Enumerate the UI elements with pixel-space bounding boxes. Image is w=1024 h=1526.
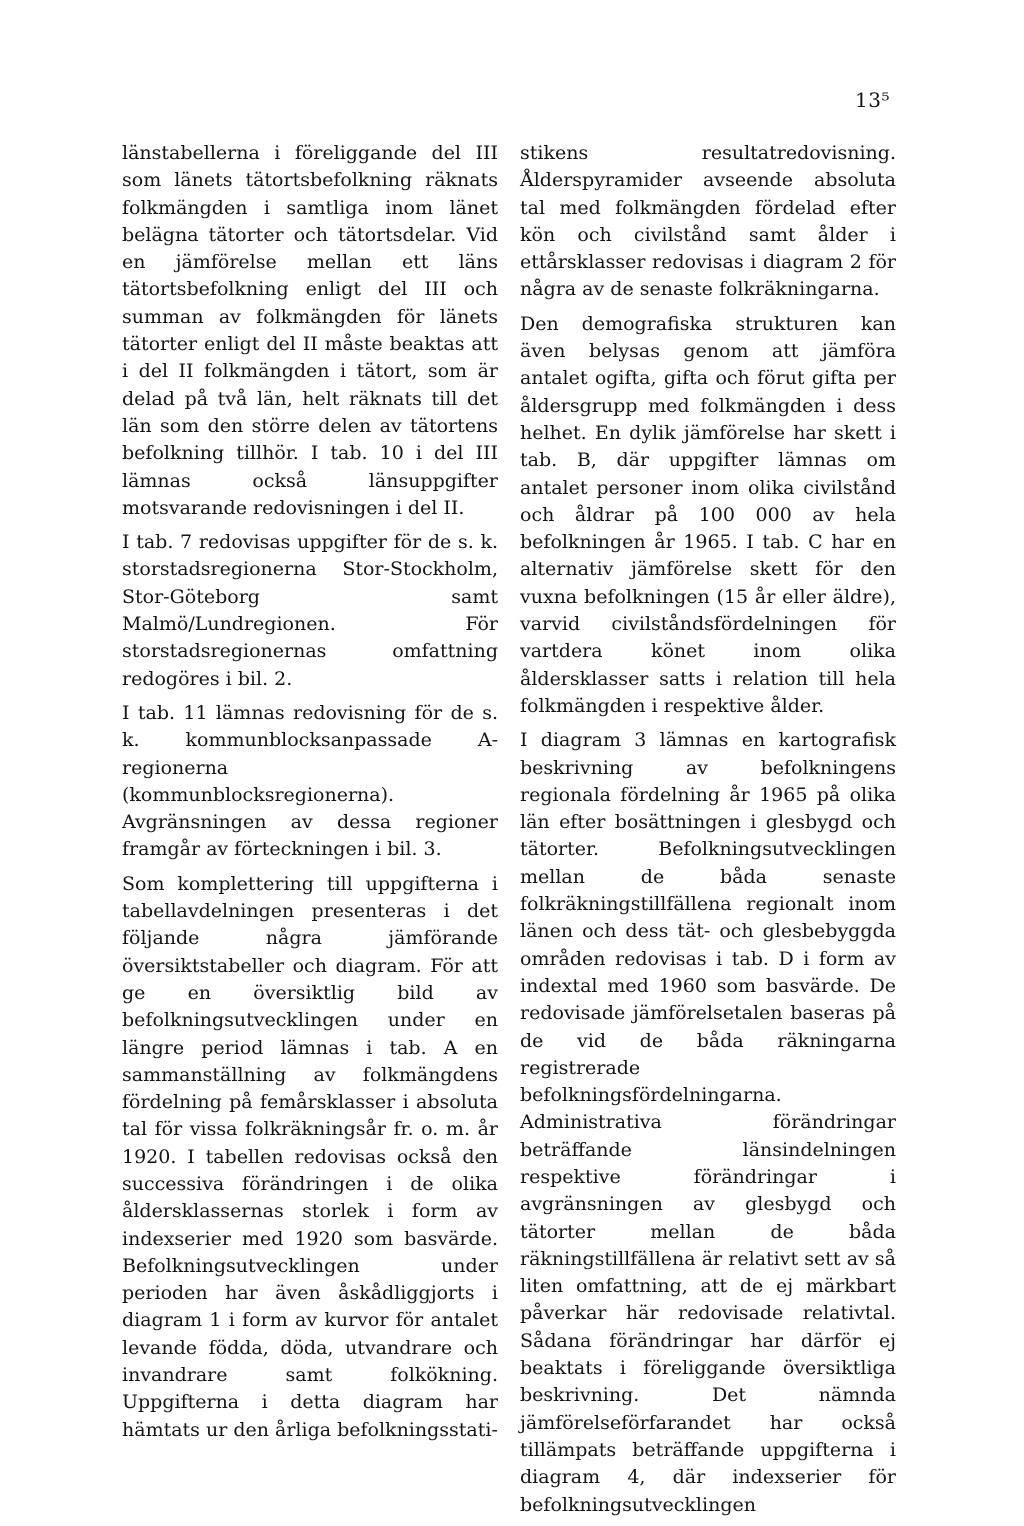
paragraph: Den demografiska strukturen kan även belysas genom att jämföra antalet ogifta, gifta och förut gifta per åldersgrupp med folkmängden i dess helhet. En dylik jämförelse har skett i tab. B, där uppgifter lämnas om antalet personer inom olika civilstånd och åldrar på 100 000 av hela befolkningen år 1965. I tab. C har en alternativ jämförelse skett för den vuxna befolkningen (15 år eller äldre), varvid civilståndsfördelningen för vartdera könet inom olika åldersklasser satts i relation till hela folkmängden i respektive ålder. xyxy=(520,312,896,717)
paragraph: I diagram 3 lämnas en kartografisk beskrivning av befolkningens regionala fördelning år 1965 på olika län efter bosättningen i glesbygd och tätorter. Befolkningsutvecklingen mellan de båda senaste folkräkningstillfällena regionalt inom länen och dess tät- och glesbebyggda områden redovisas i tab. D i form av indextal med 1960 som basvärde. De redovisade jämförelsetalen baseras på de vid de båda räkningarna registrerade befolkningsfördelningarna. Administrativa förändringar beträffande länsindelningen respektive förändringar i avgränsningen av glesbygd och tätorter mellan de båda räkningstillfällena är relativt sett av så liten omfattning, att de ej märkbart påverkar här redovisade relativtal. Sådana förändringar har därför ej beaktats i föreliggande översiktliga beskrivning. Det nämnda jämförelseförfarandet har också tillämpats beträffande uppgifterna i diagram 4, där indexserier för befolkningsutvecklingen xyxy=(520,729,896,1516)
paragraph: länstabellerna i föreliggande del III som länets tätortsbefolkning räknats folkmängden i samtliga inom länet belägna tätorter och tätortsdelar. Vid en jämförelse mellan ett läns tätortsbefolkning enligt del III och summan av folkmängden för länets tätorter enligt del II måste beaktas att i del II folkmängden i tätort, som är delad på två län, helt räknats till det län som den större delen av tätortens befolkning tillhör. I tab. 10 i del III lämnas också länsuppgifter motsvarande redovisningen i del II. xyxy=(122,142,498,519)
paragraph: I tab. 11 lämnas redovisning för de s. k. kommunblocksanpassade A-regionerna (kommunblocksregionerna). Avgränsningen av dessa regioner framgår av förteckningen i bil. 3. xyxy=(122,701,498,861)
page-number: 13⁵ xyxy=(855,88,890,112)
left-column xyxy=(122,140,498,1451)
paragraph: stikens resultatredovisning. Ålderspyramider avseende absoluta tal med folkmängden fördelad efter kön och civilstånd samt ålder i ettårsklasser redovisas i diagram 2 för några av de senaste folkräkningarna. xyxy=(520,142,896,301)
paragraph: I tab. 7 redovisas uppgifter för de s. k. storstadsregionerna Stor-Stockholm, Stor-Göteborg samt Malmö/Lundregionen. För storstadsregionernas omfattning redogöres i bil. 2. xyxy=(122,531,498,690)
right-column xyxy=(520,140,896,1526)
paragraph: Som komplettering till uppgifterna i tabellavdelningen presenteras i det följande några jämförande översiktstabeller och diagram. För att ge en översiktlig bild av befolkningsutvecklingen under en längre period lämnas i tab. A en sammanställning av folkmängdens fördelning på femårsklasser i absoluta tal för vissa folkräkningsår fr. o. m. år 1920. I tabellen redovisas också den successiva förändringen i de olika åldersklassernas storlek i form av indexserier med 1920 som basvärde. Befolkningsutvecklingen under perioden har även åskådliggjorts i diagram 1 i form av kurvor för antalet levande födda, döda, utvandrare och invandrare samt folkökning. Uppgifterna i detta diagram har hämtats ur den årliga befolkningsstati- xyxy=(122,872,498,1441)
